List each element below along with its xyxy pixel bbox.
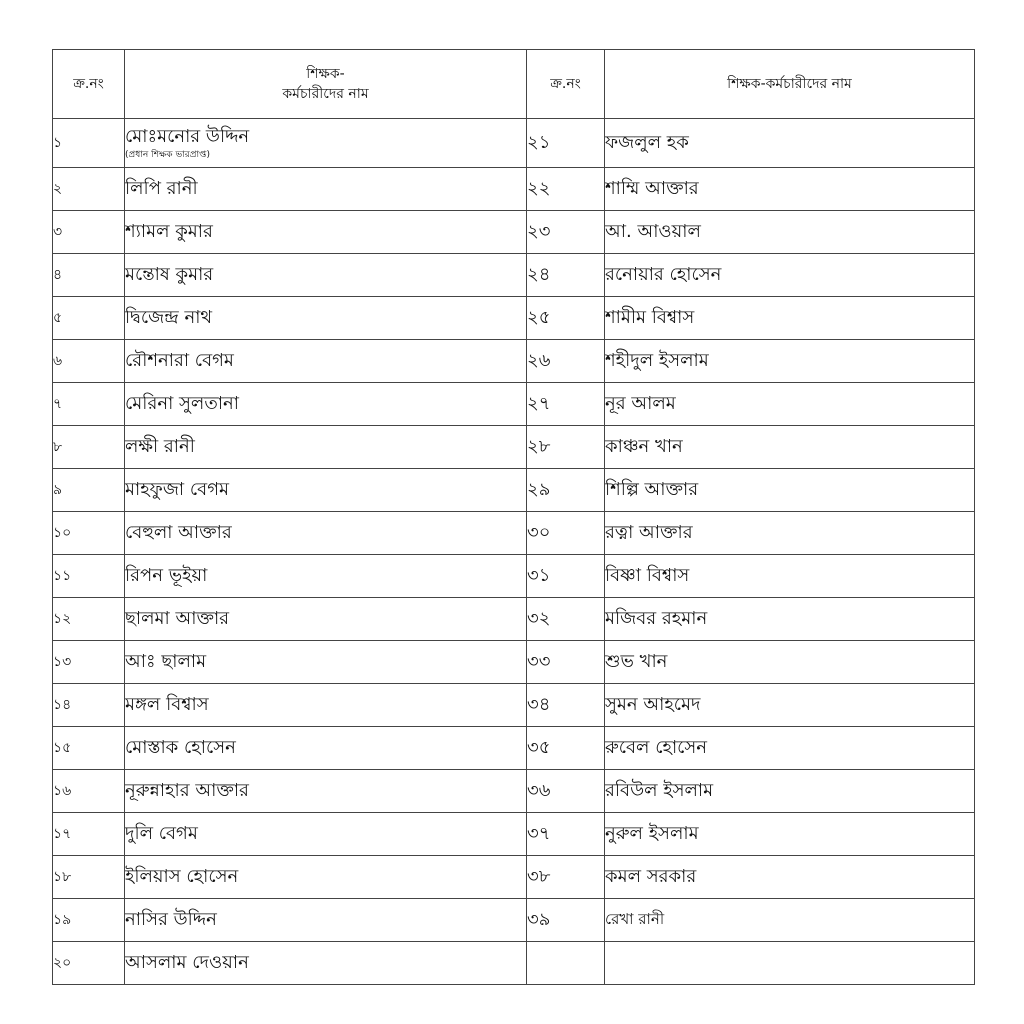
name-right: শিল্পি আক্তার (605, 469, 975, 512)
table-row (53, 727, 975, 770)
table-row (53, 297, 975, 340)
name-left: দুলি বেগম (125, 813, 527, 856)
serial-left: ১৭ (53, 813, 125, 856)
staff-table (52, 49, 975, 985)
serial-right (527, 942, 605, 985)
designation-note: (প্রধান শিক্ষক ভারপ্রাপ্ত) (125, 149, 210, 160)
serial-right: ২৯ (527, 469, 605, 512)
serial-right: ২৫ (527, 297, 605, 340)
name-right: রনোয়ার হোসেন (605, 254, 975, 297)
name-left: মন্তোষ কুমার (125, 254, 527, 297)
name-left: ইলিয়াস হোসেন (125, 856, 527, 899)
table-row (53, 641, 975, 684)
serial-right: ৩৯ (527, 899, 605, 942)
serial-left: ৮ (53, 426, 125, 469)
table-row (53, 340, 975, 383)
serial-right: ২৩ (527, 211, 605, 254)
serial-right: ৩১ (527, 555, 605, 598)
name-right: রেখা রানী (605, 899, 975, 942)
serial-right: ৩৫ (527, 727, 605, 770)
name-right: রত্না আক্তার (605, 512, 975, 555)
name-left (125, 119, 527, 168)
name-right: আ. আওয়াল (605, 211, 975, 254)
table-row (53, 211, 975, 254)
table-header-row (53, 50, 975, 119)
name-right: শামীম বিশ্বাস (605, 297, 975, 340)
table-row (53, 684, 975, 727)
serial-left: ১৫ (53, 727, 125, 770)
serial-right: ২৪ (527, 254, 605, 297)
table-row (53, 426, 975, 469)
serial-right: ৩৬ (527, 770, 605, 813)
serial-left: ১৩ (53, 641, 125, 684)
name-left: লক্ষী রানী (125, 426, 527, 469)
name-left: রিপন ভূইয়া (125, 555, 527, 598)
name-left: দ্বিজেন্দ্র নাথ (125, 297, 527, 340)
table-row (53, 598, 975, 641)
serial-right: ২৬ (527, 340, 605, 383)
table-row (53, 168, 975, 211)
name-right (605, 942, 975, 985)
serial-left: ৪ (53, 254, 125, 297)
serial-left: ১১ (53, 555, 125, 598)
serial-right: ২১ (527, 119, 605, 168)
serial-right: ২৭ (527, 383, 605, 426)
name-left: নাসির উদ্দিন (125, 899, 527, 942)
name-right: কাঞ্চন খান (605, 426, 975, 469)
serial-left: ৯ (53, 469, 125, 512)
name-left-main: মোঃমনোর উদ্দিন (125, 125, 250, 147)
serial-left: ১৯ (53, 899, 125, 942)
name-header-right: শিক্ষক-কর্মচারীদের নাম (605, 50, 975, 119)
serial-left: ২ (53, 168, 125, 211)
serial-right: ৩৮ (527, 856, 605, 899)
serial-right: ৩৪ (527, 684, 605, 727)
table-row (53, 899, 975, 942)
name-left: আসলাম দেওয়ান (125, 942, 527, 985)
serial-left: ১৪ (53, 684, 125, 727)
serial-header-right: ক্র.নং (527, 50, 605, 119)
serial-right: ৩৭ (527, 813, 605, 856)
table-row (53, 383, 975, 426)
serial-left: ১০ (53, 512, 125, 555)
serial-left: ১২ (53, 598, 125, 641)
serial-left: ৫ (53, 297, 125, 340)
serial-left: ৬ (53, 340, 125, 383)
name-right: সুমন আহমেদ (605, 684, 975, 727)
serial-left: ১ (53, 119, 125, 168)
name-right: ফজলুল হক (605, 119, 975, 168)
serial-header-left: ক্র.নং (53, 50, 125, 119)
table-row (53, 469, 975, 512)
table-row (53, 813, 975, 856)
table-row (53, 512, 975, 555)
name-left: লিপি রানী (125, 168, 527, 211)
name-left: রৌশনারা বেগম (125, 340, 527, 383)
name-left: শ্যামল কুমার (125, 211, 527, 254)
name-left: বেহুলা আক্তার (125, 512, 527, 555)
name-left: ছালমা আক্তার (125, 598, 527, 641)
name-header-left (125, 50, 527, 119)
serial-left: ৩ (53, 211, 125, 254)
table-row (53, 770, 975, 813)
name-header-left-line1: শিক্ষক- (306, 66, 345, 82)
name-right: শহীদুল ইসলাম (605, 340, 975, 383)
table-row (53, 119, 975, 168)
serial-left: ৭ (53, 383, 125, 426)
serial-left: ১৮ (53, 856, 125, 899)
name-right: নুরুল ইসলাম (605, 813, 975, 856)
serial-right: ২২ (527, 168, 605, 211)
name-left: মেরিনা সুলতানা (125, 383, 527, 426)
serial-right: ৩০ (527, 512, 605, 555)
name-right: শাম্মি আক্তার (605, 168, 975, 211)
name-right: মজিবর রহমান (605, 598, 975, 641)
serial-left: ২০ (53, 942, 125, 985)
table-row (53, 942, 975, 985)
name-header-left-line2: কর্মচারীদের নাম (282, 86, 369, 102)
table-row (53, 856, 975, 899)
name-left: মঙ্গল বিশ্বাস (125, 684, 527, 727)
serial-right: ২৮ (527, 426, 605, 469)
name-left: নূরুন্নাহার আক্তার (125, 770, 527, 813)
name-right: বিষ্ণা বিশ্বাস (605, 555, 975, 598)
table-row (53, 254, 975, 297)
table-row (53, 555, 975, 598)
name-right: রুবেল হোসেন (605, 727, 975, 770)
name-right: কমল সরকার (605, 856, 975, 899)
name-left: আঃ ছালাম (125, 641, 527, 684)
name-right: নূর আলম (605, 383, 975, 426)
serial-left: ১৬ (53, 770, 125, 813)
name-right: রবিউল ইসলাম (605, 770, 975, 813)
name-left: মাহফুজা বেগম (125, 469, 527, 512)
name-left: মোস্তাক হোসেন (125, 727, 527, 770)
name-right: শুভ খান (605, 641, 975, 684)
serial-right: ৩২ (527, 598, 605, 641)
serial-right: ৩৩ (527, 641, 605, 684)
